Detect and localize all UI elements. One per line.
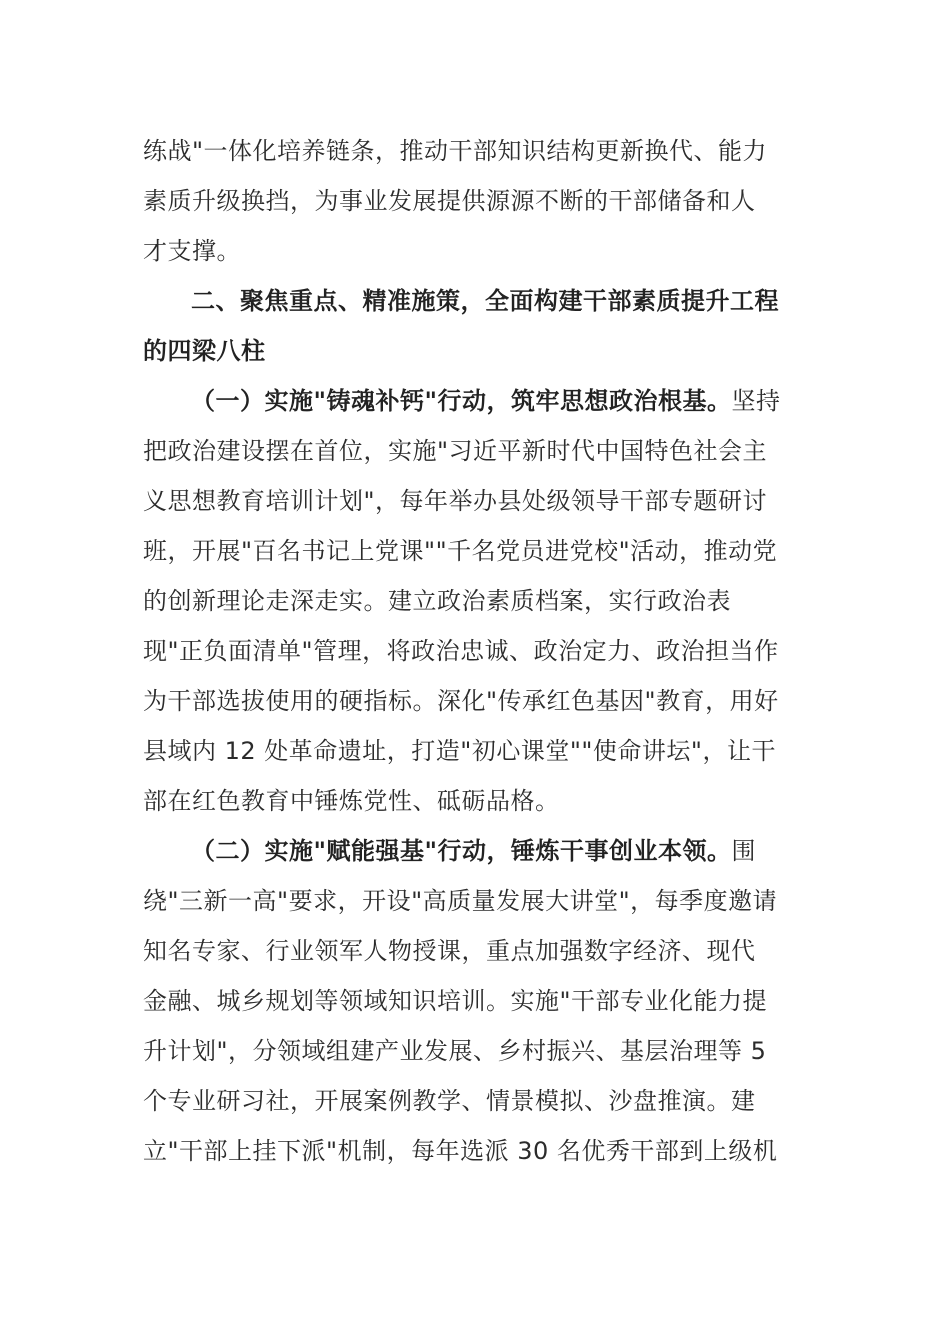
- paragraph-line: 部在红色教育中锤炼党性、砥砺品格。: [143, 787, 560, 815]
- paragraph-text: 坚持: [731, 387, 781, 415]
- paragraph-line: 个专业研习社，开展案例教学、情景模拟、沙盘推演。建: [143, 1087, 756, 1115]
- paragraph-line: 金融、城乡规划等领域知识培训。实施"干部专业化能力提: [143, 987, 768, 1015]
- paragraph-line: 升计划"，分领域组建产业发展、乡村振兴、基层治理等 5: [143, 1037, 767, 1065]
- paragraph-line: 知名专家、行业领军人物授课，重点加强数字经济、现代: [143, 937, 756, 965]
- paragraph-line: 班，开展"百名书记上党课""千名党员进党校"活动，推动党: [143, 537, 778, 565]
- paragraph-line: 练战"一体化培养链条，推动干部知识结构更新换代、能力: [143, 137, 768, 165]
- paragraph-line: 素质升级换挡，为事业发展提供源源不断的干部储备和人: [143, 187, 756, 215]
- subsection-first-line: [143, 826, 808, 876]
- section-heading-line: 的四梁八柱: [143, 337, 266, 365]
- paragraph-line: 县域内 12 处革命遗址，打造"初心课堂""使命讲坛"，让干: [143, 737, 776, 765]
- paragraph-line: 义思想教育培训计划"，每年举办县处级领导干部专题研讨: [143, 487, 768, 515]
- subsection-first-line: [143, 376, 808, 426]
- paragraph-line: 才支撑。: [143, 237, 241, 265]
- document-body: [143, 126, 808, 1176]
- paragraph-line: 立"干部上挂下派"机制，每年选派 30 名优秀干部到上级机: [143, 1137, 778, 1165]
- section-heading-line: 二、聚焦重点、精准施策，全面构建干部素质提升工程: [191, 287, 779, 315]
- subsection-title: （二）实施"赋能强基"行动，锤炼干事创业本领。: [191, 837, 732, 865]
- paragraph-text: 围: [731, 837, 757, 865]
- paragraph-line: 把政治建设摆在首位，实施"习近平新时代中国特色社会主: [143, 437, 768, 465]
- subsection-title: （一）实施"铸魂补钙"行动，筑牢思想政治根基。: [191, 387, 732, 415]
- paragraph-line: 绕"三新一高"要求，开设"高质量发展大讲堂"，每季度邀请: [143, 887, 778, 915]
- paragraph-line: 现"正负面清单"管理，将政治忠诚、政治定力、政治担当作: [143, 637, 779, 665]
- paragraph-line: 为干部选拔使用的硬指标。深化"传承红色基因"教育，用好: [143, 687, 779, 715]
- paragraph-line: 的创新理论走深走实。建立政治素质档案，实行政治表: [143, 587, 731, 615]
